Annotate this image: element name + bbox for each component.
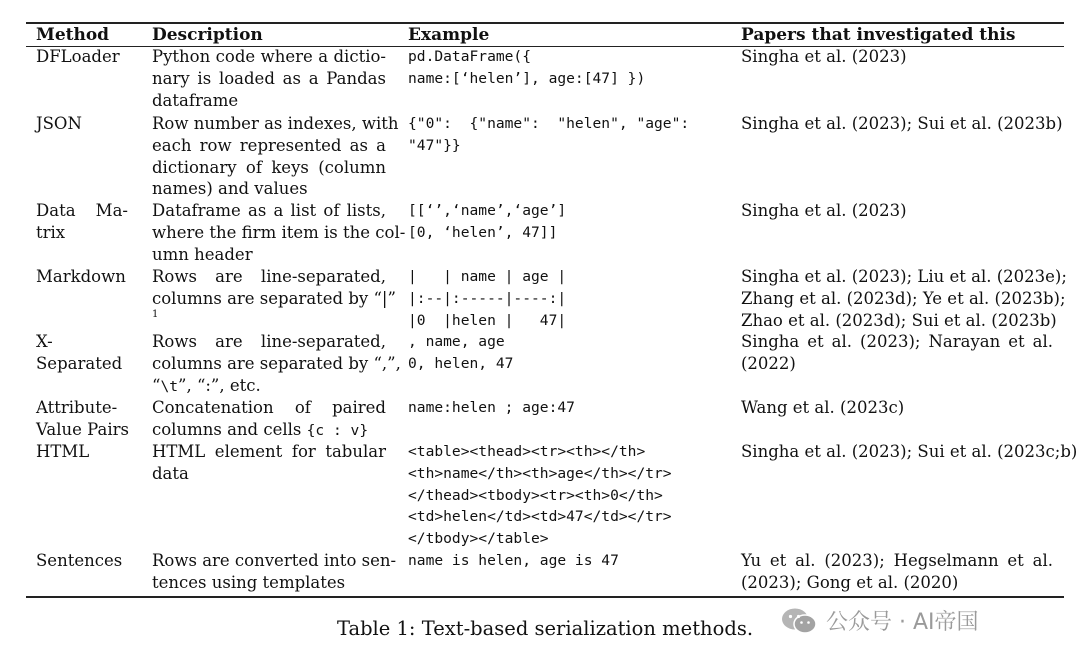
row-x-separated-example: , name, age 0, helen, 47	[408, 333, 514, 372]
row-data-matrix-method: Data Ma- trix	[36, 201, 128, 242]
row-attribute-value-papers: Wang et al. (2023c)	[741, 398, 905, 417]
header-papers: Papers that investigated this	[741, 25, 1016, 45]
row-x-separated-method: X- Separated	[36, 332, 123, 373]
wechat-icon	[780, 607, 818, 635]
footnote-marker: 1	[152, 308, 159, 320]
row-json-description: Row number as indexes, with each row represented as a dictionary of keys (column names) and values	[152, 114, 399, 199]
row-json-papers: Singha et al. (2023); Sui et al. (2023b)	[741, 114, 1063, 133]
row-data-matrix-description: Dataframe as a list of lists, where the firm item is the col- umn header	[152, 201, 406, 264]
header-example: Example	[408, 25, 490, 45]
row-x-separated-description: Rows are line-separated, columns are separated by “,”, “\t”, “:”, etc.	[152, 332, 401, 395]
row-dfloader-example: pd.DataFrame({ name:[‘helen’], age:[47] })	[408, 48, 646, 87]
row-html-description: HTML element for tabular data	[152, 442, 386, 483]
row-attribute-value-description: Concatenation of paired columns and cells {c : v}	[152, 398, 386, 439]
row-attribute-value-method: Attribute- Value Pairs	[36, 398, 129, 439]
row-sentences-method: Sentences	[36, 551, 123, 570]
row-dfloader-papers: Singha et al. (2023)	[741, 47, 907, 66]
table-bottom-rule	[26, 596, 1064, 598]
row-json-method: JSON	[36, 114, 82, 133]
table-caption: Table 1: Text-based serialization methods.	[336, 617, 754, 640]
row-markdown-method: Markdown	[36, 267, 126, 286]
row-json-example: {"0": {"name": "helen", "age": "47"}}	[408, 115, 690, 154]
row-data-matrix-papers: Singha et al. (2023)	[741, 201, 907, 220]
row-html-method: HTML	[36, 442, 90, 461]
row-x-separated-papers: Singha et al. (2023); Narayan et al. (2022)	[741, 332, 1053, 373]
row-sentences-description: Rows are converted into sen- tences using templates	[152, 551, 397, 592]
row-markdown-papers: Singha et al. (2023); Liu et al. (2023e); Zhang et al. (2023d); Ye et al. (2023b); Zhao et al. (2023d); Sui et al. (2023b)	[741, 267, 1067, 330]
row-data-matrix-example: [[‘’,‘name’,‘age’] [0, ‘helen’, 47]]	[408, 202, 567, 241]
row-dfloader-method: DFLoader	[36, 47, 120, 66]
watermark	[780, 605, 979, 636]
row-html-papers: Singha et al. (2023); Sui et al. (2023c;b)	[741, 442, 1078, 461]
row-markdown-description: Rows are line-separated, columns are separated by “|” 1	[152, 267, 396, 320]
row-dfloader-description: Python code where a dictio- nary is loaded as a Pandas dataframe	[152, 47, 386, 110]
row-attribute-value-example: name:helen ; age:47	[408, 399, 575, 416]
watermark-text: 公众号 · AI帝国	[826, 610, 979, 635]
row-html-example: <table><thead><tr><th></th> <th>name</th><th>age</th></tr> </thead><tbody><tr><th>0</th> <td>helen</td><td>47</td></tr> </tbody></table>	[408, 443, 672, 548]
row-sentences-papers: Yu et al. (2023); Hegselmann et al. (2023); Gong et al. (2020)	[741, 551, 1053, 592]
header-method: Method	[36, 25, 110, 45]
row-markdown-example: | | name | age | |:--|:-----|----:| |0 |helen | 47|	[408, 268, 567, 329]
row-sentences-example: name is helen, age is 47	[408, 552, 619, 569]
header-description: Description	[152, 25, 263, 45]
